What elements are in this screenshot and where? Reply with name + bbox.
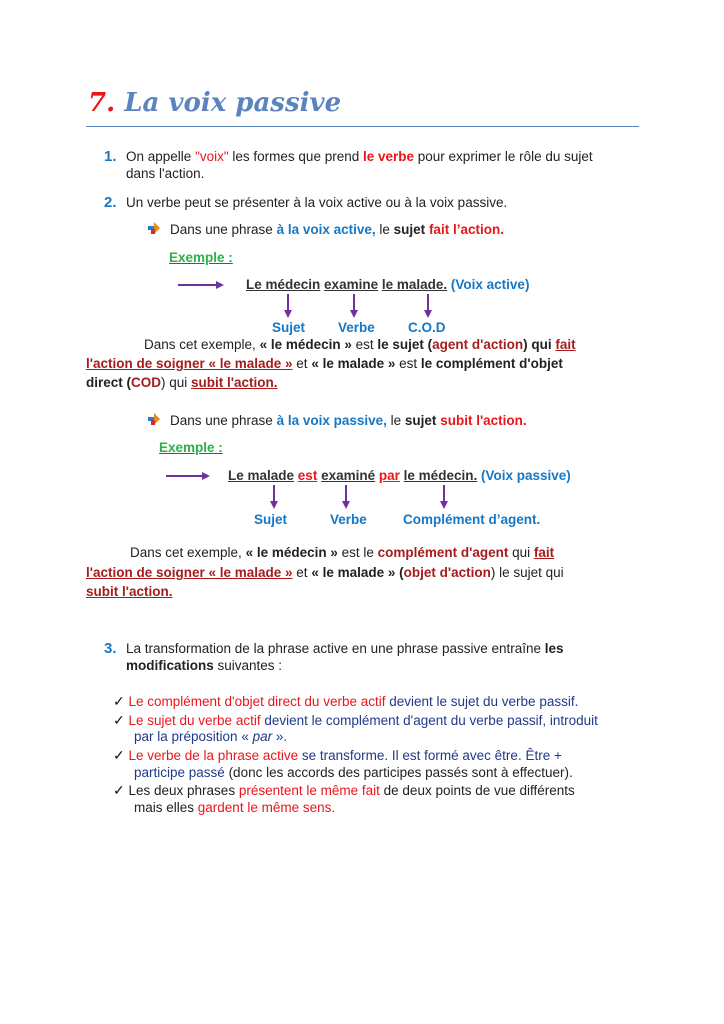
item-1-line2: dans l'action. xyxy=(126,166,205,181)
active-bullet-text: Dans une phrase à la voix active, le sujet fait l’action. xyxy=(170,222,504,237)
passive-expl-line3: subit l'action. xyxy=(86,584,173,599)
checkmark-icon: ✓ xyxy=(113,693,125,709)
active-expl-line3: direct (COD) qui subit l'action. xyxy=(86,375,278,390)
item-3-line1: La transformation de la phrase active en une phrase passive entraîne les xyxy=(126,641,564,656)
item-1-line1: On appelle "voix" les formes que prend le verbe pour exprimer le rôle du sujet xyxy=(126,149,593,164)
item-3-number: 3. xyxy=(104,640,117,657)
check-item-3: ✓ Le verbe de la phrase active se transforme. Il est formé avec être. Être + xyxy=(113,747,562,763)
checkmark-icon: ✓ xyxy=(113,747,125,763)
active-label-sujet: Sujet xyxy=(272,320,306,335)
active-expl-line2: l'action de soigner « le malade » et « le malade » est le complément d'objet xyxy=(86,356,563,371)
active-label-cod: C.O.D xyxy=(408,320,446,335)
title-number: 7. xyxy=(88,88,116,118)
check-item-1: ✓ Le complément d'objet direct du verbe actif devient le sujet du verbe passif. xyxy=(113,693,579,709)
check-item-2: ✓ Le sujet du verbe actif devient le complément d'agent du verbe passif, introduit xyxy=(113,712,598,728)
passive-sentence: Le malade est examiné par le médecin. (Voix passive) xyxy=(228,468,571,483)
item-1-number: 1. xyxy=(104,148,117,165)
item-2-number: 2. xyxy=(104,194,117,211)
active-sentence: Le médecin examine le malade. (Voix active) xyxy=(246,277,530,292)
checkmark-icon: ✓ xyxy=(113,712,125,728)
checkmark-icon: ✓ xyxy=(113,782,125,798)
passive-label-sujet: Sujet xyxy=(254,512,288,527)
active-expl-line1: Dans cet exemple, « le médecin » est le sujet (agent d'action) qui fait xyxy=(144,337,576,352)
passive-label-agent: Complément d’agent. xyxy=(403,512,541,527)
active-label-verbe: Verbe xyxy=(338,320,375,335)
item-3-line2: modifications suivantes : xyxy=(126,658,283,673)
active-example-label: Exemple : xyxy=(169,250,233,265)
passive-bullet-text: Dans une phrase à la voix passive, le sujet subit l'action. xyxy=(170,413,527,428)
passive-expl-line2: l'action de soigner « le malade » et « le malade » (objet d'action) le sujet qui xyxy=(86,565,564,580)
check-item-4: ✓ Les deux phrases présentent le même fait de deux points de vue différents xyxy=(113,782,575,798)
item-2-text: Un verbe peut se présenter à la voix active ou à la voix passive. xyxy=(126,195,508,210)
check-item-3-line2: participe passé (donc les accords des participes passés sont à effectuer). xyxy=(134,765,573,780)
passive-label-verbe: Verbe xyxy=(330,512,367,527)
passive-expl-line1: Dans cet exemple, « le médecin » est le complément d'agent qui fait xyxy=(130,545,555,560)
check-item-4-line2: mais elles gardent le même sens. xyxy=(134,800,336,815)
check-item-2-line2: par la préposition « par ». xyxy=(134,729,288,744)
passive-example-label: Exemple : xyxy=(159,440,223,455)
title-text: La voix passive xyxy=(124,88,342,118)
